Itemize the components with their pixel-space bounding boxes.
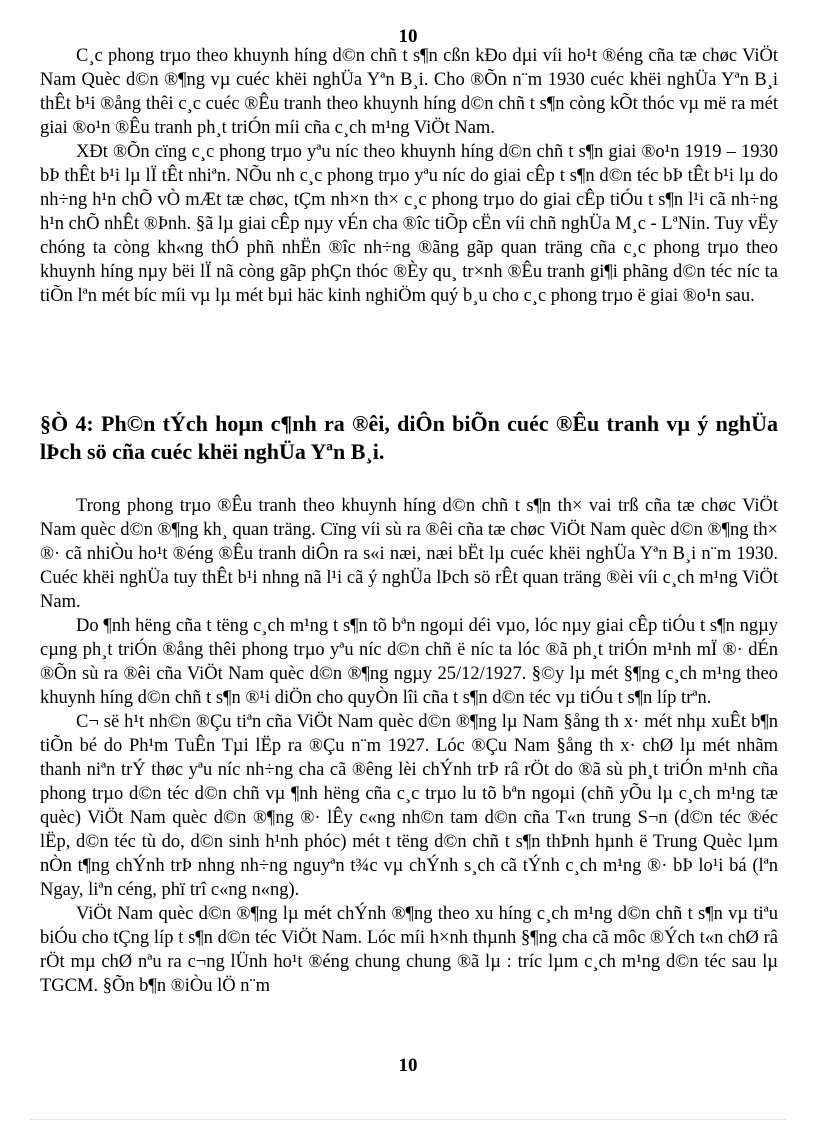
paragraph: Do ¶nh hëng cña t tëng c¸ch m¹ng t s¶n tõ bªn ngoµi déi vµo, lóc nµy giai cÊp tiÓu t s¶n ngµy cµng ph¸t triÓn ®ång thêi phong trµo yªu níc d©n chñ ë níc ta lóc ®ã ph¸t triÓn m¹nh mÏ ®· dÉn ®Õn sù ra ®êi cña ViÖt Nam quèc d©n ®¶ng ngµy 25/12/1927. §©y lµ mét §¶ng c¸ch m¹ng theo khuynh híng d©n chñ t s¶n ®¹i diÖn cho quyÒn lîi cña t s¶n d©n téc vµ tiÓu t s¶n líp trªn.	[40, 616, 778, 708]
section-body	[40, 494, 778, 998]
section-heading: §Ò 4: Ph©n tÝch hoµn c¶nh ra ®êi, diÔn biÕn cuéc ®Êu tranh vµ ý nghÜa lÞch sö cña cuéc khëi nghÜa Yªn B¸i.	[40, 411, 778, 464]
page-bottom-divider	[30, 1119, 786, 1120]
page-number-bottom: 10	[398, 1055, 418, 1076]
section-intro	[40, 44, 778, 308]
paragraph: XÐt ®Õn cïng c¸c phong trµo yªu níc theo khuynh híng d©n chñ t s¶n giai ®o¹n 1919 – 1930 bÞ thÊt b¹i lµ lÏ tÊt nhiªn. NÕu nh c¸c phong trµo yªu níc do giai cÊp t s¶n d©n téc bÞ tÊt b¹i lµ do nh÷ng h¹n chÕ vÒ mÆt tæ chøc, tÇm nh×n th× c¸c phong trµo do giai cÊp tiÓu t s¶n l¹i cã nh÷ng h¹n chÕ nhÊt ®Þnh. §ã lµ giai cÊp nµy vÉn cha ®îc tiÕp cËn víi chñ nghÜa M¸c - LªNin. Tuy vËy chóng ta còng kh«ng thÓ phñ nhËn ®îc nh÷ng ®ãng gãp quan träng cña c¸c phong trµo theo khuynh híng nµy bëi lÏ nã còng gãp phÇn thóc ®Èy qu¸ tr×nh ®Êu tranh gi¶i phãng d©n téc níc ta tiÕn lªn mét bíc míi vµ lµ mét bµi häc kinh nghiÖm quý b¸u cho c¸c phong trµo ë giai ®o¹n sau.	[40, 142, 778, 306]
paragraph: ViÖt Nam quèc d©n ®¶ng lµ mét chÝnh ®¶ng theo xu híng c¸ch m¹ng d©n chñ t s¶n vµ tiªu biÓu cho tÇng líp t s¶n d©n téc ViÖt Nam. Lóc míi h×nh thµnh §¶ng cha cã môc ®Ých t«n chØ râ rÖt mµ chØ nªu ra c¬ng lÜnh ho¹t ®éng chung chung ®ã lµ : tríc lµm c¸ch m¹ng d©n téc sau lµ TGCM. §Õn b¶n ®iÒu lÖ n¨m	[40, 904, 778, 996]
page-number-top: 10	[398, 26, 418, 47]
paragraph: Trong phong trµo ®Êu tranh theo khuynh híng d©n chñ t s¶n th× vai trß cña tæ chøc ViÖt Nam quèc d©n ®¶ng kh¸ quan träng. Cïng víi sù ra ®êi cña tæ chøc ViÖt Nam quèc d©n ®¶ng th× ®· cã nhiÒu ho¹t ®éng ®Êu tranh diÔn ra s«i næi, næi bËt lµ cuéc khëi nghÜa Yªn B¸i n¨m 1930. Cuéc khëi nghÜa tuy thÊt b¹i nhng nã l¹i cã ý nghÜa lÞch sö rÊt quan träng ®èi víi c¸ch m¹ng ViÖt Nam.	[40, 496, 778, 612]
paragraph: C¬ së h¹t nh©n ®Çu tiªn cña ViÖt Nam quèc d©n ®¶ng lµ Nam §ång th x· mét nhµ xuÊt b¶n tiÕn bé do Ph¹m TuÊn Tµi lËp ra ®Çu n¨m 1927. Lóc ®Çu Nam §ång th x· chØ lµ mét nhãm thanh niªn trÝ thøc yªu níc nh÷ng cha cã ®êng lèi chÝnh trÞ râ rÖt do ®ã sù ph¸t triÓn m¹nh cña phong trµo d©n téc d©n chñ vµ ¶nh hëng cña c¸c trµo lu tõ bªn ngoµi (chñ yÕu lµ c¸ch m¹ng tæ quèc) ViÖt Nam quèc d©n ®¶ng ®· lÊy c«ng nh©n tam d©n cña T«n trung S¬n (d©n téc ®éc lËp, d©n téc tù do, d©n sinh h¹nh phóc) mét t tëng d©n chñ t s¶n thÞnh hµnh ë Trung Quèc lµm nÒn t¶ng chÝnh trÞ nhng nh÷ng nguyªn t¾c vµ chÝnh s¸ch cã tÝnh c¸ch m¹ng ®· bÞ lo¹i bá (lªn Ngay, liªn céng, phï trî c«ng n«ng).	[40, 712, 778, 900]
paragraph: C¸c phong trµo theo khuynh híng d©n chñ t s¶n cßn kÐo dµi víi ho¹t ®éng cña tæ chøc ViÖt Nam Quèc d©n ®¶ng vµ cuéc khëi nghÜa Yªn B¸i. Cho ®Õn n¨m 1930 cuéc khëi nghÜa Yªn B¸i thÊt b¹i ®ång thêi c¸c cuéc ®Êu tranh theo khuynh híng d©n chñ t s¶n còng kÕt thóc vµ më ra mét giai ®o¹n ®Êu tranh ph¸t triÓn míi cña c¸ch m¹ng ViÖt Nam.	[40, 46, 778, 138]
